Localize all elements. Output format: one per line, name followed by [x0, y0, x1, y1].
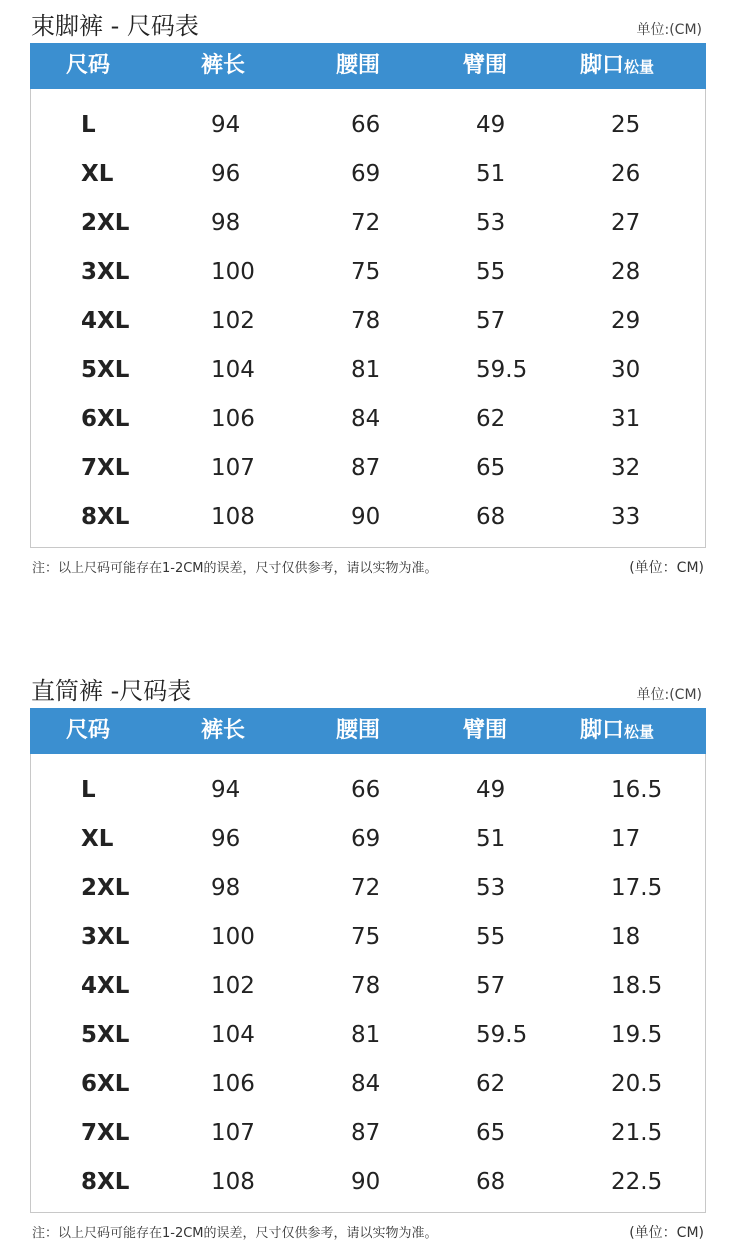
measurement-cell: 28	[611, 259, 641, 285]
measurement-cell: 17	[611, 826, 641, 852]
measurement-cell: 68	[476, 1169, 506, 1195]
measurement-cell: 20.5	[611, 1071, 663, 1097]
column-header	[463, 43, 507, 89]
measurement-cell: 51	[476, 826, 506, 852]
measurement-cell: 94	[211, 777, 241, 803]
size-cell: 8XL	[81, 504, 130, 530]
disclaimer-note: 注：以上尺码可能存在1-2CM的误差，尺寸仅供参考，请以实物为准。	[32, 561, 438, 576]
column-header-label: 臂围	[463, 53, 508, 78]
column-header-label: 臂围	[463, 718, 508, 743]
size-cell: 7XL	[81, 1120, 130, 1146]
size-cell: 4XL	[81, 973, 130, 999]
table-row	[31, 297, 707, 346]
column-header-label: 尺码	[66, 718, 111, 743]
table-row	[31, 1060, 707, 1109]
measurement-cell: 53	[476, 875, 506, 901]
unit-label: 单位:(CM)	[636, 22, 702, 38]
size-cell: 2XL	[81, 875, 130, 901]
measurement-cell: 98	[211, 875, 241, 901]
size-cell: 4XL	[81, 308, 130, 334]
measurement-cell: 29	[611, 308, 641, 334]
measurement-cell: 68	[476, 504, 506, 530]
measurement-cell: 65	[476, 455, 506, 481]
column-header-label: 脚口	[580, 718, 625, 743]
table-row	[31, 962, 707, 1011]
table-row	[31, 101, 707, 150]
measurement-cell: 62	[476, 406, 506, 432]
table-row	[31, 199, 707, 248]
measurement-cell: 66	[351, 777, 381, 803]
measurement-cell: 84	[351, 1071, 381, 1097]
size-cell: 5XL	[81, 1022, 130, 1048]
table-row	[31, 1109, 707, 1158]
note-unit-label: (单位：CM)	[629, 1225, 704, 1241]
size-cell: L	[81, 777, 96, 803]
table-row	[31, 150, 707, 199]
measurement-cell: 75	[351, 924, 381, 950]
measurement-cell: 102	[211, 973, 255, 999]
size-cell: 5XL	[81, 357, 130, 383]
measurement-cell: 72	[351, 210, 381, 236]
measurement-cell: 87	[351, 1120, 381, 1146]
measurement-cell: 96	[211, 161, 241, 187]
measurement-cell: 55	[476, 924, 506, 950]
measurement-cell: 51	[476, 161, 506, 187]
measurement-cell: 98	[211, 210, 241, 236]
column-header	[201, 43, 245, 89]
measurement-cell: 16.5	[611, 777, 663, 803]
measurement-cell: 106	[211, 406, 255, 432]
measurement-cell: 31	[611, 406, 641, 432]
measurement-cell: 21.5	[611, 1120, 663, 1146]
column-header-label: 尺码	[66, 53, 111, 78]
note-unit-label: (单位：CM)	[629, 560, 704, 576]
column-header	[580, 708, 654, 754]
column-header-label: 腰围	[336, 53, 381, 78]
measurement-cell: 107	[211, 1120, 255, 1146]
column-header-label: 裤长	[201, 53, 246, 78]
measurement-cell: 108	[211, 1169, 255, 1195]
column-header-label: 裤长	[201, 718, 246, 743]
measurement-cell: 78	[351, 308, 381, 334]
disclaimer-note: 注：以上尺码可能存在1-2CM的误差，尺寸仅供参考，请以实物为准。	[32, 1226, 438, 1241]
measurement-cell: 53	[476, 210, 506, 236]
measurement-cell: 32	[611, 455, 641, 481]
measurement-cell: 59.5	[476, 1022, 528, 1048]
measurement-cell: 81	[351, 1022, 381, 1048]
chart-title: 直筒裤 -尺码表	[31, 677, 192, 705]
measurement-cell: 102	[211, 308, 255, 334]
column-header-label: 脚口	[580, 53, 625, 78]
table-row	[31, 864, 707, 913]
column-header	[66, 43, 110, 89]
measurement-cell: 69	[351, 161, 381, 187]
measurement-cell: 55	[476, 259, 506, 285]
size-cell: 7XL	[81, 455, 130, 481]
measurement-cell: 96	[211, 826, 241, 852]
table-row	[31, 444, 707, 493]
measurement-cell: 18	[611, 924, 641, 950]
table-header	[30, 708, 706, 754]
measurement-cell: 75	[351, 259, 381, 285]
table-row	[31, 913, 707, 962]
size-cell: XL	[81, 826, 114, 852]
column-header-suffix: 松量	[624, 58, 655, 76]
measurement-cell: 78	[351, 973, 381, 999]
size-cell: 8XL	[81, 1169, 130, 1195]
size-table-body	[30, 754, 706, 1213]
column-header	[336, 708, 380, 754]
table-header	[30, 43, 706, 89]
measurement-cell: 66	[351, 112, 381, 138]
table-row	[31, 1011, 707, 1060]
measurement-cell: 26	[611, 161, 641, 187]
measurement-cell: 59.5	[476, 357, 528, 383]
size-cell: XL	[81, 161, 114, 187]
measurement-cell: 108	[211, 504, 255, 530]
measurement-cell: 81	[351, 357, 381, 383]
measurement-cell: 104	[211, 1022, 255, 1048]
table-row	[31, 815, 707, 864]
measurement-cell: 49	[476, 777, 506, 803]
size-cell: 6XL	[81, 1071, 130, 1097]
measurement-cell: 90	[351, 504, 381, 530]
measurement-cell: 65	[476, 1120, 506, 1146]
column-header	[66, 708, 110, 754]
measurement-cell: 19.5	[611, 1022, 663, 1048]
size-cell: 3XL	[81, 259, 130, 285]
measurement-cell: 49	[476, 112, 506, 138]
measurement-cell: 57	[476, 973, 506, 999]
measurement-cell: 90	[351, 1169, 381, 1195]
chart-title: 束脚裤 - 尺码表	[31, 12, 199, 40]
size-cell: 6XL	[81, 406, 130, 432]
table-row	[31, 766, 707, 815]
column-header	[201, 708, 245, 754]
measurement-cell: 17.5	[611, 875, 663, 901]
column-header-label: 腰围	[336, 718, 381, 743]
measurement-cell: 100	[211, 259, 255, 285]
table-row	[31, 346, 707, 395]
table-row	[31, 493, 707, 542]
table-row	[31, 1158, 707, 1207]
measurement-cell: 25	[611, 112, 641, 138]
unit-label: 单位:(CM)	[636, 687, 702, 703]
column-header-suffix: 松量	[624, 723, 655, 741]
table-row	[31, 395, 707, 444]
measurement-cell: 57	[476, 308, 506, 334]
measurement-cell: 107	[211, 455, 255, 481]
measurement-cell: 72	[351, 875, 381, 901]
measurement-cell: 100	[211, 924, 255, 950]
measurement-cell: 27	[611, 210, 641, 236]
size-table-body	[30, 89, 706, 548]
measurement-cell: 22.5	[611, 1169, 663, 1195]
measurement-cell: 84	[351, 406, 381, 432]
measurement-cell: 33	[611, 504, 641, 530]
size-cell: L	[81, 112, 96, 138]
measurement-cell: 62	[476, 1071, 506, 1097]
measurement-cell: 87	[351, 455, 381, 481]
measurement-cell: 94	[211, 112, 241, 138]
measurement-cell: 18.5	[611, 973, 663, 999]
measurement-cell: 69	[351, 826, 381, 852]
size-cell: 3XL	[81, 924, 130, 950]
column-header	[463, 708, 507, 754]
measurement-cell: 106	[211, 1071, 255, 1097]
size-cell: 2XL	[81, 210, 130, 236]
measurement-cell: 30	[611, 357, 641, 383]
measurement-cell: 104	[211, 357, 255, 383]
table-row	[31, 248, 707, 297]
column-header	[580, 43, 654, 89]
column-header	[336, 43, 380, 89]
